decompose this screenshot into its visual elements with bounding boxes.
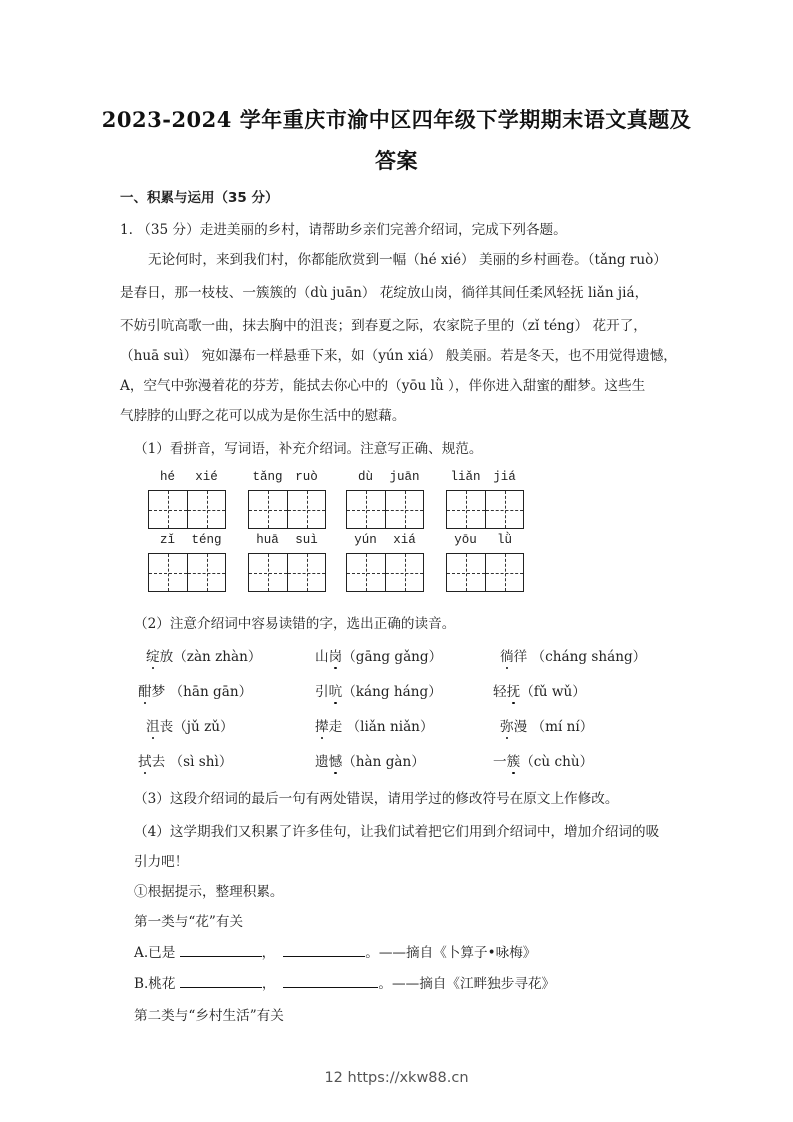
tian-grid-cells — [248, 553, 326, 592]
character: 漫 — [513, 719, 528, 735]
part2-instruction: （2）注意介绍词中容易读错的字，选出正确的读音。 — [134, 616, 456, 632]
part3-instruction: （3）这段介绍词的最后一句有两处错误，请用学过的修改符号在原文上作修改。 — [134, 791, 619, 807]
pinyin-label: suì — [295, 533, 318, 547]
item-prefix: A.已是 — [134, 945, 180, 961]
character: 轻 — [493, 684, 507, 700]
pinyin-label: tǎng — [252, 470, 283, 484]
pronunciation-item[interactable] — [138, 750, 232, 770]
question-stem: 1. （35 分）走进美丽的乡村，请帮助乡亲们完善介绍词，完成下列各题。 — [120, 222, 567, 238]
section-heading: 一、积累与运用（35 分） — [120, 190, 279, 206]
marked-character: 撵 — [315, 715, 329, 735]
tian-grid-cells — [346, 553, 424, 592]
pinyin-label: yún — [354, 533, 377, 547]
passage-line: （huā suì） 宛如瀑布一样悬垂下来，如（yún xiá） 般美丽。若是冬天，也不用觉得遗憾， — [120, 348, 677, 364]
answer-blank[interactable] — [180, 944, 262, 957]
marked-character: 弥 — [500, 715, 514, 735]
pinyin-choices: （mí ní） — [527, 719, 594, 735]
answer-blank[interactable] — [283, 944, 365, 957]
pinyin-choices: （hàn gàn） — [342, 754, 425, 770]
pinyin-choices: （zàn zhàn） — [173, 649, 262, 665]
comma: ， — [261, 945, 276, 961]
passage-line: 是春日，那一枝枝、一簇簇的（dù juān） 花绽放山岗，徜徉其间任柔风轻抚 liǎn jiá， — [120, 285, 649, 301]
pronunciation-item[interactable] — [146, 645, 262, 665]
marked-character: 徜 — [500, 645, 514, 665]
pinyin-choices: （liǎn niǎn） — [342, 719, 434, 735]
character: 遗 — [315, 754, 329, 770]
answer-blank[interactable] — [180, 975, 262, 988]
marked-character: 沮 — [146, 715, 160, 735]
passage-line: A，空气中弥漫着花的芬芳，能拭去你心中的（yōu lǜ ），伴你进入甜蜜的酣梦。这些生 — [120, 378, 646, 394]
pinyin-label: hé — [159, 470, 175, 484]
character: 走 — [328, 719, 343, 735]
document-title-line1: 2023-2024 学年重庆市渝中区四年级下学期期末语文真题及 — [101, 107, 692, 132]
item-source: 。——摘自《江畔独步寻花》 — [378, 976, 556, 992]
passage-line: 不妨引吭高歌一曲，抹去胸中的沮丧；到春夏之际，农家院子里的（zǐ téng） 花开了， — [120, 318, 647, 334]
pinyin-label: huā — [256, 533, 279, 547]
pronunciation-item[interactable] — [315, 645, 442, 665]
item-source: 。——摘自《卜算子•咏梅》 — [365, 945, 537, 961]
character: 山 — [315, 649, 329, 665]
marked-character: 拭 — [138, 750, 152, 770]
pinyin-label: zǐ — [159, 533, 175, 547]
pronunciation-item[interactable] — [493, 750, 593, 770]
character: 徉 — [513, 649, 528, 665]
character: 引 — [315, 684, 329, 700]
marked-character: 吭 — [329, 680, 343, 700]
marked-character: 簇 — [507, 750, 521, 770]
part1-instruction: （1）看拼音，写词语，补充介绍词。注意写正确、规范。 — [134, 441, 483, 457]
part4-instruction: （4）这学期我们又积累了许多佳句，让我们试着把它们用到介绍词中，增加介绍词的吸 — [134, 824, 660, 840]
pronunciation-item[interactable] — [315, 750, 425, 770]
pinyin-label: ruò — [295, 470, 318, 484]
sub-instruction: ①根据提示，整理积累。 — [134, 884, 284, 900]
answer-blank[interactable] — [283, 975, 378, 988]
footer-url[interactable]: https://xkw88.cn — [347, 1070, 469, 1086]
page-number: 12 — [324, 1070, 343, 1086]
pinyin-label: jiá — [493, 470, 516, 484]
tian-grid-cells — [446, 490, 524, 529]
pronunciation-item[interactable] — [500, 645, 646, 665]
pronunciation-item[interactable] — [315, 680, 442, 700]
pronunciation-item[interactable] — [138, 680, 252, 700]
marked-character: 憾 — [329, 750, 343, 770]
marked-character: 酣 — [138, 680, 152, 700]
pinyin-label: yōu — [454, 533, 477, 547]
character: 放 — [159, 649, 174, 665]
category-village-life: 第二类与“乡村生活”有关 — [134, 1008, 284, 1024]
pinyin-choices: （sì shì） — [165, 754, 233, 770]
fill-item-b — [134, 972, 555, 992]
pinyin-label: xié — [195, 470, 218, 484]
part4-instruction-cont: 引力吧！ — [134, 854, 189, 870]
pronunciation-item[interactable] — [315, 715, 434, 735]
tian-grid-cells — [248, 490, 326, 529]
pronunciation-item[interactable] — [500, 715, 593, 735]
marked-character: 绽 — [146, 645, 160, 665]
page-footer — [0, 1070, 793, 1086]
tian-grid-cells — [346, 490, 424, 529]
item-prefix: B.桃花 — [134, 976, 180, 992]
marked-character: 岗 — [329, 645, 343, 665]
pinyin-choices: （hān gān） — [165, 684, 253, 700]
character: 丧 — [159, 719, 174, 735]
pronunciation-item[interactable] — [493, 680, 586, 700]
pinyin-choices: （cù chù） — [520, 754, 594, 770]
tian-grid-cells — [148, 490, 226, 529]
character: 梦 — [151, 684, 166, 700]
pinyin-label: xiá — [393, 533, 416, 547]
character: 一 — [493, 754, 507, 770]
pinyin-choices: （gāng gǎng） — [342, 649, 443, 665]
passage-line: 无论何时，来到我们村，你都能欣赏到一幅（hé xié） 美丽的乡村画卷。（tǎng ruò） — [148, 252, 667, 268]
character: 去 — [151, 754, 166, 770]
tian-grid-cells — [148, 553, 226, 592]
tian-grid-cells — [446, 553, 524, 592]
category-flowers: 第一类与“花”有关 — [134, 914, 244, 930]
pinyin-label: lǜ — [496, 533, 512, 547]
pinyin-label: liǎn — [450, 470, 481, 484]
pinyin-label: téng — [191, 533, 222, 547]
pinyin-label: dù — [357, 470, 373, 484]
pinyin-choices: （cháng sháng） — [527, 649, 647, 665]
pinyin-label: juān — [389, 470, 420, 484]
comma: ， — [261, 976, 276, 992]
passage-line: 气脖脖的山野之花可以成为是你生活中的慰藉。 — [120, 408, 406, 424]
fill-item-a — [134, 941, 536, 961]
pinyin-choices: （fǔ wǔ） — [520, 684, 586, 700]
marked-character: 抚 — [507, 680, 521, 700]
pinyin-choices: （jǔ zǔ） — [173, 719, 234, 735]
document-title-line2: 答案 — [375, 148, 418, 173]
pinyin-choices: （káng háng） — [342, 684, 442, 700]
pronunciation-item[interactable] — [146, 715, 234, 735]
